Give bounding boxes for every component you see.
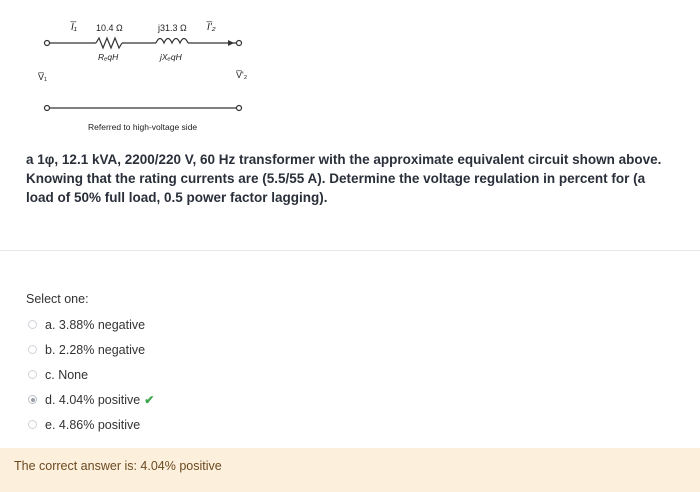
select-one-label: Select one:	[26, 292, 89, 306]
feedback-text: The correct answer is: 4.04% positive	[14, 459, 222, 473]
current-arrow-icon	[228, 40, 234, 46]
inductor-symbol	[156, 39, 188, 44]
radio-b[interactable]	[28, 345, 37, 354]
terminal-bottom-left	[45, 106, 50, 111]
terminal-top-left	[45, 41, 50, 46]
terminal-bottom-right	[237, 106, 242, 111]
option-b[interactable]	[28, 337, 154, 362]
correct-check-icon: ✔	[144, 392, 155, 407]
reactance-value: j31.3 Ω	[158, 23, 187, 33]
option-e[interactable]	[28, 412, 154, 437]
option-d[interactable]	[28, 387, 154, 412]
resistor-label: RₑqH	[98, 52, 119, 62]
circuit-diagram	[0, 0, 700, 140]
answer-options	[28, 312, 154, 437]
current-i1-label: I̅₁	[71, 22, 77, 33]
option-b-label: b. 2.28% negative	[45, 342, 146, 357]
radio-c[interactable]	[28, 370, 37, 379]
radio-d[interactable]	[28, 395, 37, 404]
resistance-value: 10.4 Ω	[96, 23, 123, 33]
option-c[interactable]	[28, 362, 154, 387]
radio-a[interactable]	[28, 320, 37, 329]
option-a[interactable]	[28, 312, 154, 337]
circuit-caption: Referred to high-voltage side	[88, 122, 198, 132]
voltage-v2-label: V̅'₂	[236, 70, 248, 80]
terminal-top-right	[237, 41, 242, 46]
radio-e[interactable]	[28, 420, 37, 429]
correct-answer-feedback	[0, 448, 700, 492]
option-d-label: d. 4.04% positive	[45, 392, 141, 407]
option-a-label: a. 3.88% negative	[45, 317, 146, 332]
section-divider	[0, 250, 700, 251]
resistor-symbol	[96, 38, 122, 48]
option-e-label: e. 4.86% positive	[45, 417, 141, 432]
option-c-label: c. None	[45, 367, 89, 382]
current-i2-label: I̅'₂	[207, 22, 216, 33]
voltage-v1-label: V̅₁	[38, 72, 48, 82]
reactance-label: jXₑqH	[160, 52, 182, 62]
question-text: a 1φ, 12.1 kVA, 2200/220 V, 60 Hz transformer with the approximate equivalent circuit shown above. Knowing that the rating currents are (5.5/55 A). Determine the voltage regulation in percent for (a load of 50% full load, 0.5 power factor lagging).	[26, 152, 662, 205]
